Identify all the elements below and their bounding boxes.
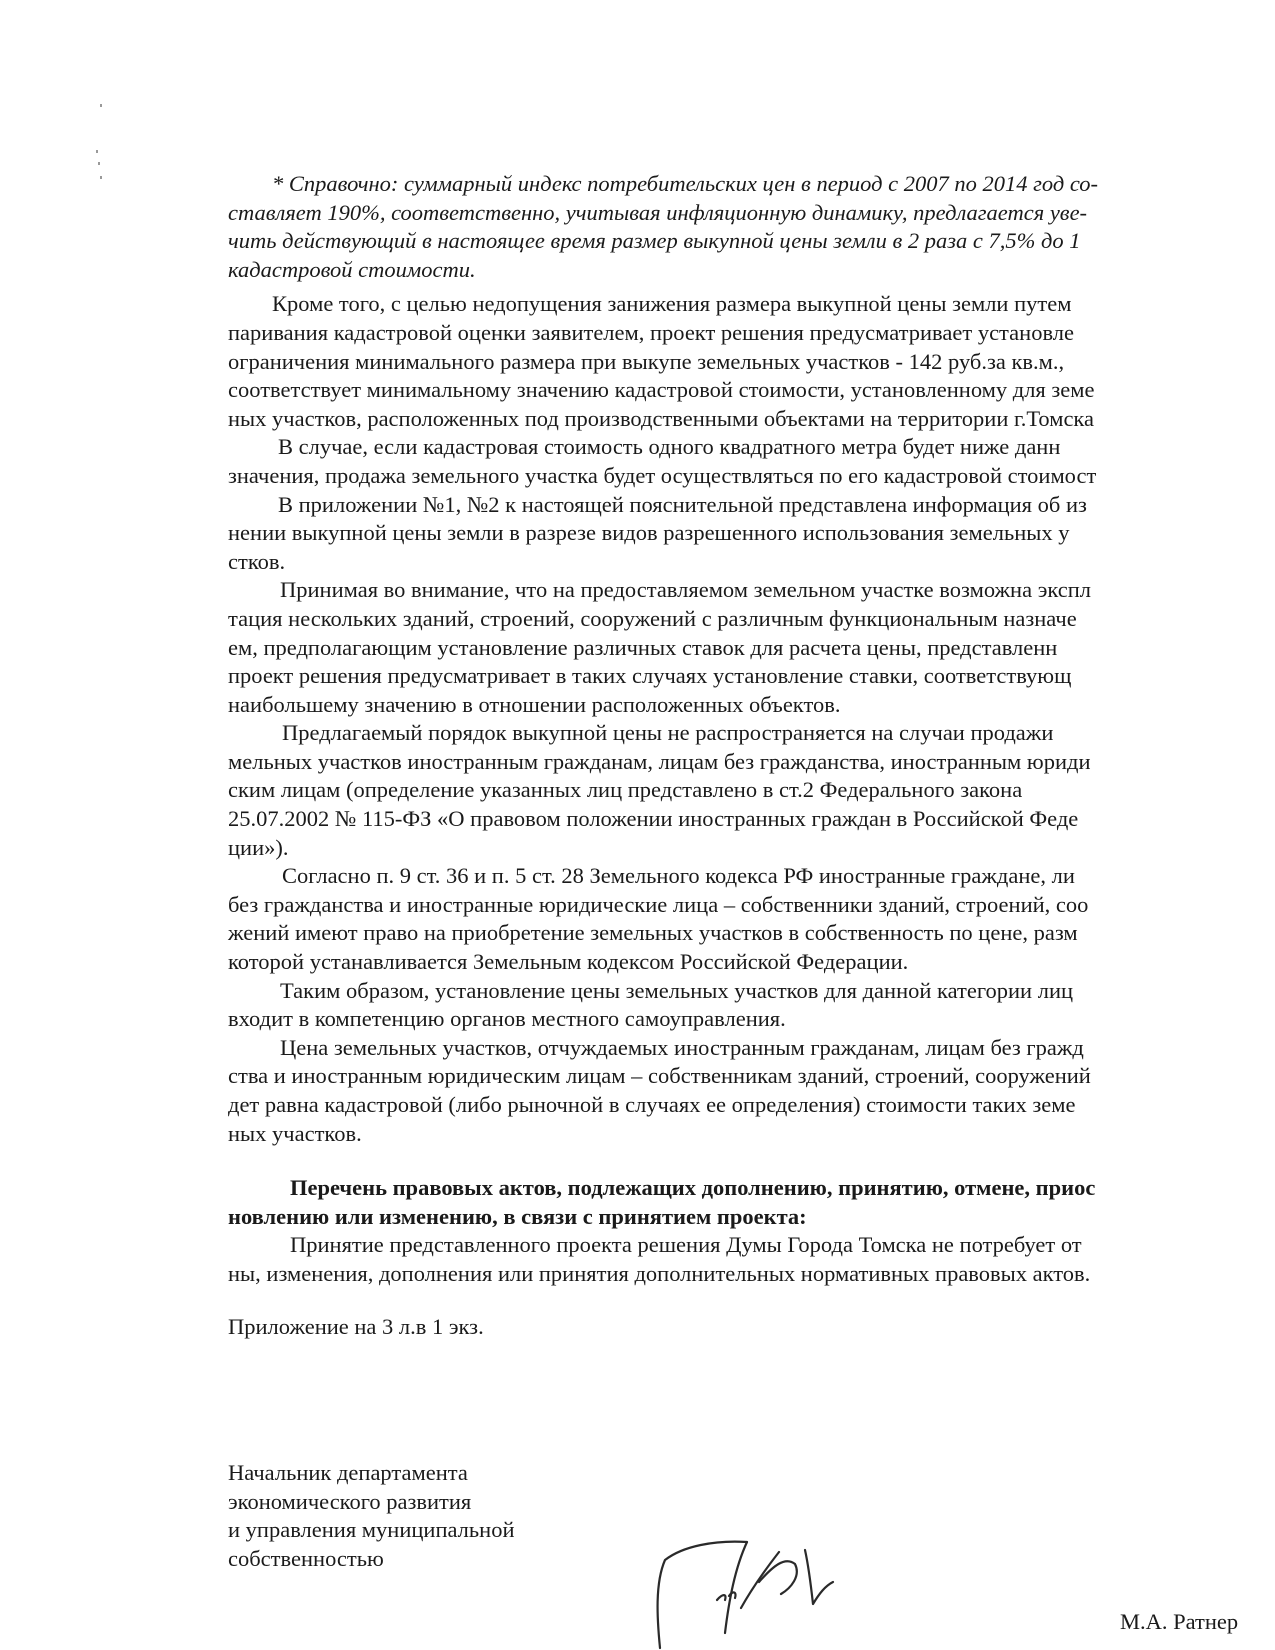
paragraph-line: В приложении №1, №2 к настоящей пояснительной представлена информация об из [278, 491, 1087, 517]
position-line: и управления муниципальной [228, 1517, 515, 1543]
paragraph-line: входит в компетенцию органов местного самоуправления. [228, 1006, 786, 1032]
paragraph-line: значения, продажа земельного участка будет осуществляться по его кадастровой стоимост [228, 462, 1097, 488]
paragraph-line: ем, предполагающим установление различных ставок для расчета цены, представленн [228, 634, 1058, 660]
handwritten-signature [655, 1538, 855, 1650]
paragraph [228, 1034, 1275, 1148]
note-line: * Справочно: суммарный индекс потребительских цен в период с 2007 по 2014 год со- [272, 171, 1099, 196]
paragraph-line: Принимая во внимание, что на предоставляемом земельном участке возможна экспл [280, 577, 1091, 603]
paragraph [228, 433, 1275, 490]
paragraph-line: дет равна кадастровой (либо рыночной в случаях ее определения) стоимости таких земе [228, 1092, 1076, 1117]
note-line: чить действующий в настоящее время размер выкупной цены земли в 2 раза с 7,5% до 1 [228, 228, 1081, 254]
paragraph-line: паривания кадастровой оценки заявителем, проект решения предусматривает установле [228, 319, 1074, 345]
heading-line: новлению или изменению, в связи с принятием проекта: [228, 1203, 807, 1229]
paragraph-line: стков. [228, 548, 286, 574]
position-line: Начальник департамента [228, 1460, 468, 1486]
paragraph-line: ны, изменения, дополнения или принятия дополнительных нормативных правовых актов. [228, 1260, 1091, 1286]
conclusion-paragraph [228, 1231, 1275, 1288]
paragraph [228, 862, 1275, 976]
paragraph-line: 25.07.2002 № 115-ФЗ «О правовом положении иностранных граждан в Российской Феде [228, 806, 1079, 832]
paragraph [228, 719, 1275, 862]
paragraph-line: без гражданства и иностранные юридические лица – собственники зданий, строений, соо [228, 891, 1089, 917]
note-line: ставляет 190%, соответственно, учитывая инфляционную динамику, предлагается уве- [228, 199, 1088, 225]
paragraph-line: мельных участков иностранным гражданам, лицам без гражданства, иностранным юриди [228, 748, 1091, 774]
paragraph-line: Согласно п. 9 ст. 36 и п. 5 ст. 28 Земельного кодекса РФ иностранные граждане, ли [282, 863, 1075, 889]
scan-mark [100, 104, 102, 107]
document-body [228, 170, 1275, 1574]
position-line: собственностью [228, 1545, 384, 1571]
paragraph [228, 977, 1275, 1034]
paragraph-line: ограничения минимального размера при выкупе земельных участков - 142 руб.за кв.м., [228, 348, 1065, 374]
scan-mark [96, 150, 98, 153]
scan-mark [100, 176, 102, 179]
paragraph-line: ции»). [228, 834, 289, 860]
reference-note [228, 170, 1275, 284]
paragraph [228, 576, 1275, 719]
paragraph-line: ства и иностранным юридическим лицам – собственникам зданий, строений, сооружений [228, 1063, 1091, 1089]
scan-mark [98, 162, 100, 165]
section-heading [228, 1174, 1275, 1231]
paragraph [228, 491, 1275, 577]
paragraph-line: которой устанавливается Земельным кодексом Российской Федерации. [228, 949, 909, 975]
position-line: экономического развития [228, 1488, 472, 1514]
paragraph-line: наибольшему значению в отношении расположенных объектов. [228, 691, 841, 717]
paragraph-line: Цена земельных участков, отчуждаемых иностранным гражданам, лицам без гражд [280, 1034, 1084, 1060]
paragraph-line: нении выкупной цены земли в разрезе видов разрешенного использования земельных у [228, 520, 1070, 546]
paragraph-line: Предлагаемый порядок выкупной цены не распространяется на случаи продажи [282, 720, 1054, 746]
paragraph-line: проект решения предусматривает в таких случаях установление ставки, соответствующ [228, 663, 1072, 689]
paragraph-line: тация нескольких зданий, строений, сооружений с различным функциональным назначе [228, 605, 1077, 631]
paragraph-line: жений имеют право на приобретение земельных участков в собственность по цене, разм [228, 920, 1078, 946]
paragraph-line: Таким образом, установление цены земельных участков для данной категории лиц [280, 977, 1074, 1003]
paragraph-line: ским лицам (определение указанных лиц представлено в ст.2 Федерального закона [228, 777, 1023, 803]
heading-line: Перечень правовых актов, подлежащих дополнению, принятию, отмене, приос [290, 1175, 1096, 1201]
attachment-note: Приложение на 3 л.в 1 экз. [228, 1313, 484, 1339]
paragraph-line: ных участков, расположенных под производственными объектами на территории г.Томска [228, 405, 1095, 431]
paragraph-line: В случае, если кадастровая стоимость одного квадратного метра будет ниже данн [278, 434, 1061, 460]
note-line: кадастровой стоимости. [228, 256, 476, 282]
paragraph-line: Принятие представленного проекта решения Думы Города Томска не потребует от [290, 1232, 1082, 1258]
paragraph-line: ных участков. [228, 1120, 362, 1146]
signatory-name: М.А. Ратнер [1120, 1609, 1239, 1634]
paragraph-line: соответствует минимальному значению кадастровой стоимости, установленному для земе [228, 377, 1095, 403]
paragraph [228, 290, 1275, 433]
paragraph-line: Кроме того, с целью недопущения занижения размера выкупной цены земли путем [272, 291, 1072, 317]
